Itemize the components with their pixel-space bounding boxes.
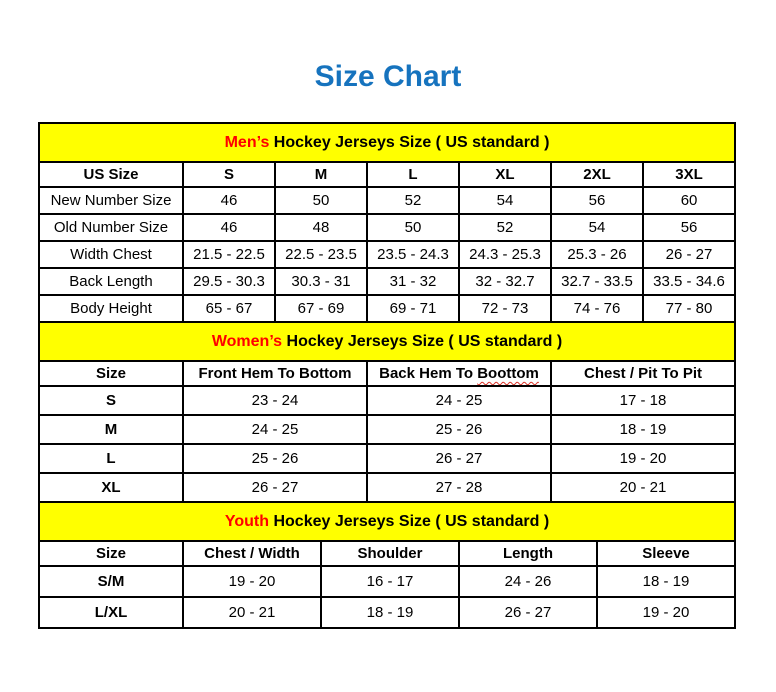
- row-label: Body Height: [39, 295, 183, 322]
- womens-row-l: [39, 444, 735, 473]
- size-value-cell: 48: [275, 214, 367, 241]
- youth-header-chest-width: Chest / Width: [183, 541, 321, 566]
- row-label: New Number Size: [39, 187, 183, 214]
- size-value-cell: 67 - 69: [275, 295, 367, 322]
- row-label: XL: [39, 473, 183, 502]
- size-value-cell: 69 - 71: [367, 295, 459, 322]
- womens-row-s: [39, 386, 735, 415]
- size-value-cell: 50: [275, 187, 367, 214]
- size-value-cell: 60: [643, 187, 735, 214]
- size-value-cell: 52: [367, 187, 459, 214]
- mens-header-size-3xl: 3XL: [643, 162, 735, 187]
- mens-header-row: [39, 162, 735, 187]
- mens-section-banner: [39, 123, 735, 162]
- size-value-cell: 26 - 27: [367, 444, 551, 473]
- row-label: L/XL: [39, 597, 183, 628]
- youth-header-length: Length: [459, 541, 597, 566]
- youth-banner-text: Hockey Jerseys Size ( US standard ): [269, 512, 550, 530]
- size-value-cell: 17 - 18: [551, 386, 735, 415]
- womens-header-row: [39, 361, 735, 386]
- size-value-cell: 50: [367, 214, 459, 241]
- womens-banner-highlight: Women’s: [211, 332, 283, 350]
- youth-row-sm: [39, 566, 735, 597]
- size-value-cell: 26 - 27: [459, 597, 597, 628]
- row-label: Width Chest: [39, 241, 183, 268]
- mens-header-size-xl: XL: [459, 162, 551, 187]
- youth-banner-highlight: Youth: [224, 512, 270, 530]
- size-value-cell: 24.3 - 25.3: [459, 241, 551, 268]
- size-value-cell: 16 - 17: [321, 566, 459, 597]
- mens-row-back-length: [39, 268, 735, 295]
- size-value-cell: 32 - 32.7: [459, 268, 551, 295]
- size-value-cell: 19 - 20: [597, 597, 735, 628]
- mens-banner-highlight: Men’s: [224, 133, 270, 151]
- size-value-cell: 21.5 - 22.5: [183, 241, 275, 268]
- mens-header-size-l: L: [367, 162, 459, 187]
- size-value-cell: 54: [459, 187, 551, 214]
- womens-row-xl: [39, 473, 735, 502]
- size-value-cell: 46: [183, 214, 275, 241]
- row-label: S: [39, 386, 183, 415]
- size-value-cell: 52: [459, 214, 551, 241]
- size-chart-tables: [38, 122, 734, 629]
- womens-header-front-hem: Front Hem To Bottom: [183, 361, 367, 386]
- row-label: M: [39, 415, 183, 444]
- youth-section-banner: [39, 502, 735, 541]
- size-value-cell: 24 - 26: [459, 566, 597, 597]
- youth-header-shoulder: Shoulder: [321, 541, 459, 566]
- mens-size-table: [38, 122, 736, 323]
- size-value-cell: 19 - 20: [551, 444, 735, 473]
- mens-row-width-chest: [39, 241, 735, 268]
- mens-header-size-2xl: 2XL: [551, 162, 643, 187]
- back-hem-label: Back Hem To: [379, 365, 478, 382]
- womens-banner-text: Hockey Jerseys Size ( US standard ): [282, 332, 563, 350]
- size-value-cell: 33.5 - 34.6: [643, 268, 735, 295]
- youth-header-sleeve: Sleeve: [597, 541, 735, 566]
- womens-header-size: Size: [39, 361, 183, 386]
- size-value-cell: 72 - 73: [459, 295, 551, 322]
- mens-banner-text: Hockey Jerseys Size ( US standard ): [269, 133, 550, 151]
- size-value-cell: 23 - 24: [183, 386, 367, 415]
- womens-size-table: [38, 321, 736, 503]
- size-value-cell: 20 - 21: [183, 597, 321, 628]
- mens-row-body-height: [39, 295, 735, 322]
- womens-banner-row: [39, 322, 735, 361]
- size-value-cell: 24 - 25: [183, 415, 367, 444]
- mens-header-size-s: S: [183, 162, 275, 187]
- womens-header-back-hem: [367, 361, 551, 386]
- size-value-cell: 26 - 27: [643, 241, 735, 268]
- back-hem-misspelled-word: Boottom: [477, 365, 539, 382]
- size-value-cell: 26 - 27: [183, 473, 367, 502]
- size-value-cell: 25.3 - 26: [551, 241, 643, 268]
- size-value-cell: 77 - 80: [643, 295, 735, 322]
- womens-header-chest-pit: Chest / Pit To Pit: [551, 361, 735, 386]
- mens-header-us-size: US Size: [39, 162, 183, 187]
- size-value-cell: 56: [643, 214, 735, 241]
- row-label: S/M: [39, 566, 183, 597]
- size-value-cell: 30.3 - 31: [275, 268, 367, 295]
- mens-banner-row: [39, 123, 735, 162]
- row-label: Back Length: [39, 268, 183, 295]
- youth-row-lxl: [39, 597, 735, 628]
- size-value-cell: 20 - 21: [551, 473, 735, 502]
- size-value-cell: 74 - 76: [551, 295, 643, 322]
- size-value-cell: 27 - 28: [367, 473, 551, 502]
- size-value-cell: 29.5 - 30.3: [183, 268, 275, 295]
- size-value-cell: 31 - 32: [367, 268, 459, 295]
- size-value-cell: 24 - 25: [367, 386, 551, 415]
- size-value-cell: 25 - 26: [183, 444, 367, 473]
- page-title: Size Chart: [314, 60, 462, 93]
- size-value-cell: 54: [551, 214, 643, 241]
- size-value-cell: 25 - 26: [367, 415, 551, 444]
- youth-header-size: Size: [39, 541, 183, 566]
- size-value-cell: 65 - 67: [183, 295, 275, 322]
- size-value-cell: 18 - 19: [597, 566, 735, 597]
- youth-header-row: [39, 541, 735, 566]
- womens-section-banner: [39, 322, 735, 361]
- youth-size-table: [38, 501, 736, 629]
- mens-row-old-number-size: [39, 214, 735, 241]
- row-label: L: [39, 444, 183, 473]
- youth-banner-row: [39, 502, 735, 541]
- mens-row-new-number-size: [39, 187, 735, 214]
- row-label: Old Number Size: [39, 214, 183, 241]
- size-value-cell: 32.7 - 33.5: [551, 268, 643, 295]
- size-value-cell: 46: [183, 187, 275, 214]
- womens-row-m: [39, 415, 735, 444]
- size-value-cell: 18 - 19: [551, 415, 735, 444]
- size-value-cell: 56: [551, 187, 643, 214]
- mens-header-size-m: M: [275, 162, 367, 187]
- size-value-cell: 22.5 - 23.5: [275, 241, 367, 268]
- size-value-cell: 18 - 19: [321, 597, 459, 628]
- size-value-cell: 23.5 - 24.3: [367, 241, 459, 268]
- size-value-cell: 19 - 20: [183, 566, 321, 597]
